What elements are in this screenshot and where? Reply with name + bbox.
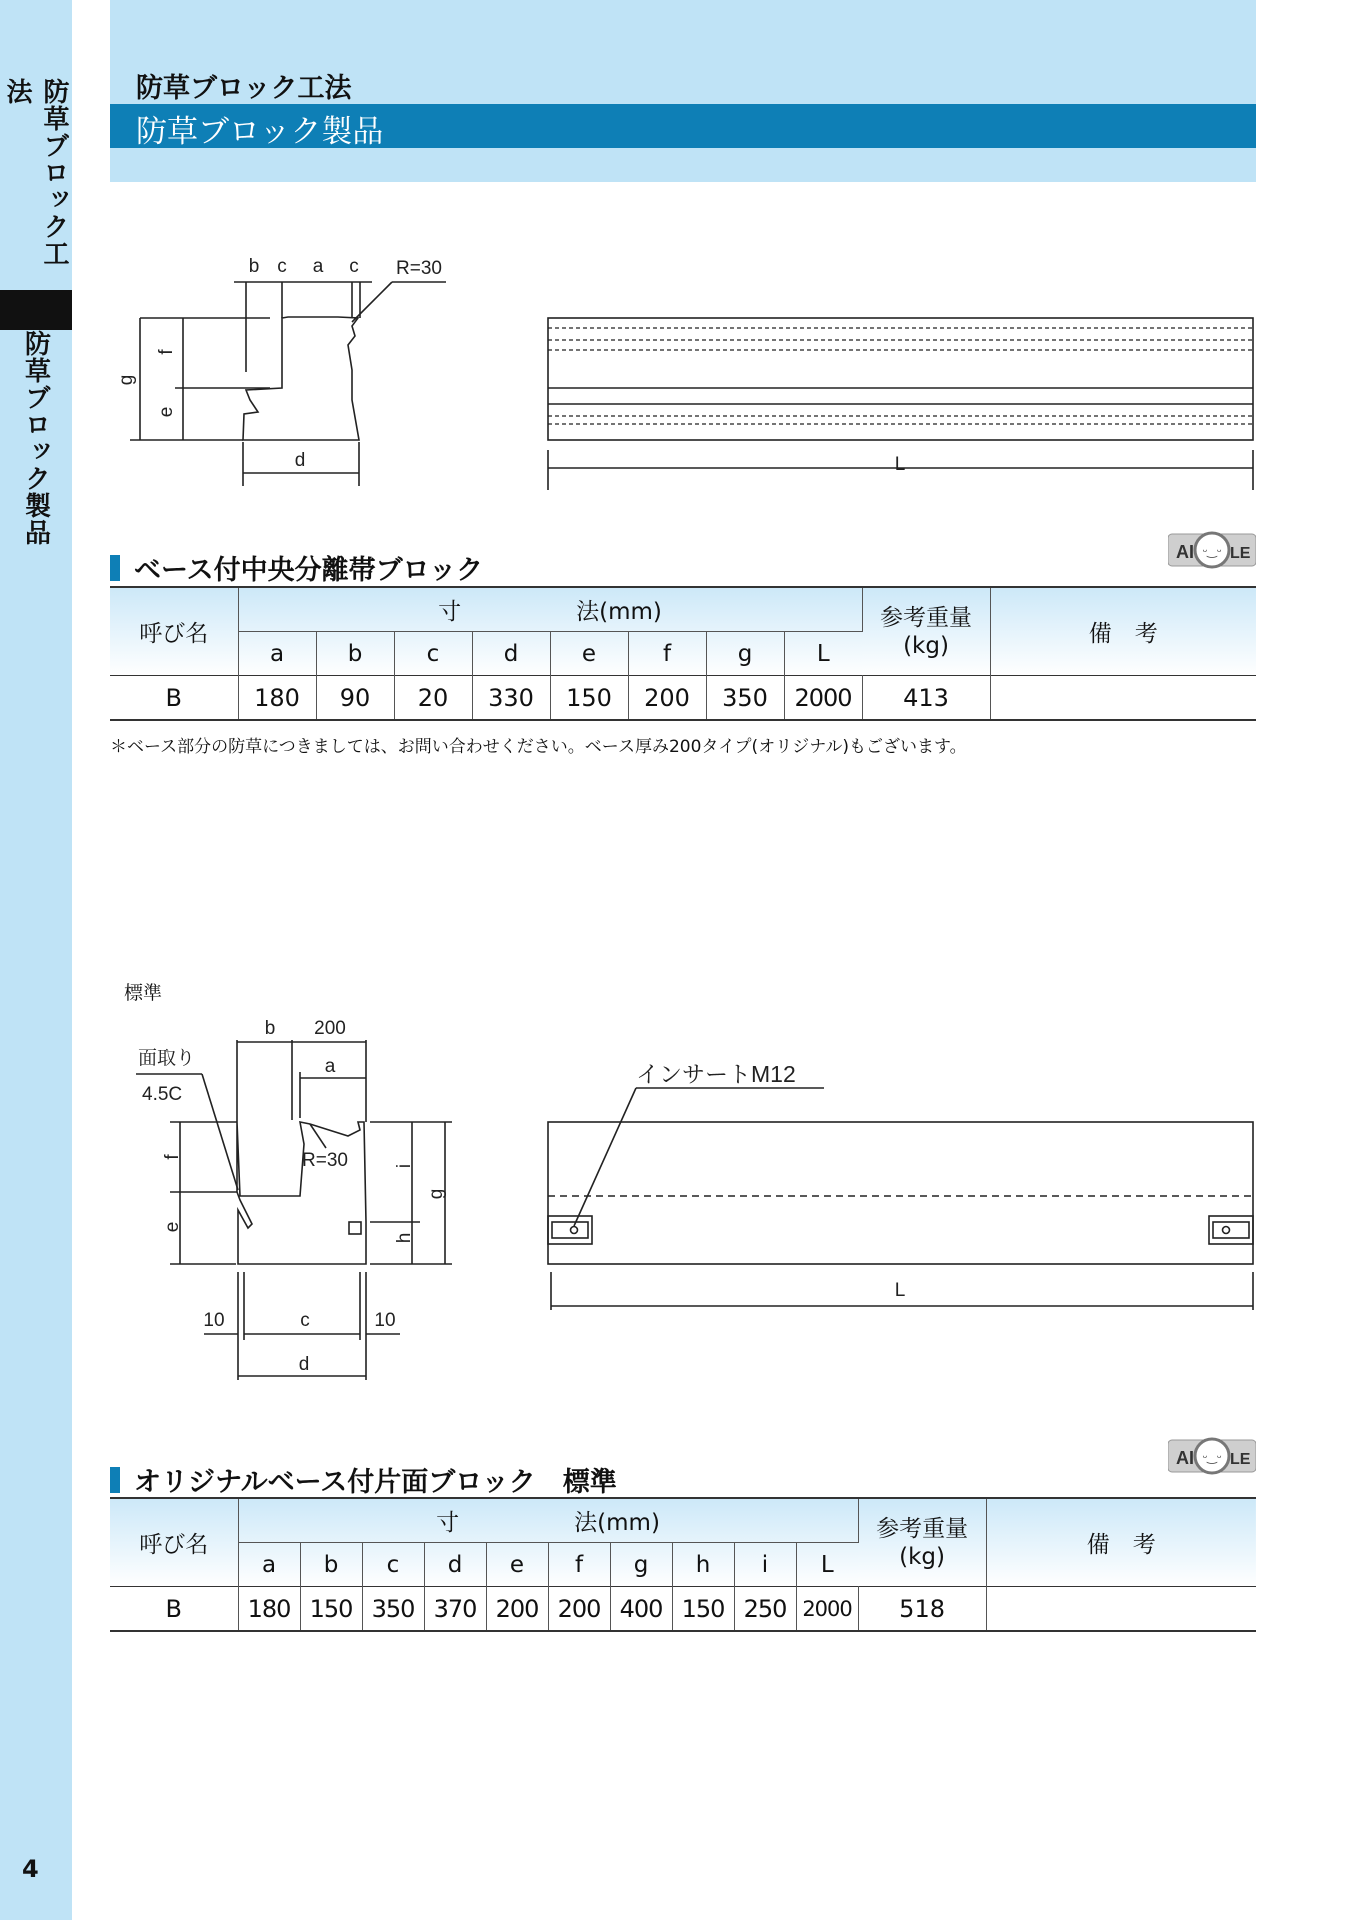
table-col-a: a: [238, 632, 316, 676]
cell-name: B: [110, 1587, 238, 1632]
dim-label-L: L: [894, 454, 906, 475]
cell-g: 400: [610, 1587, 672, 1632]
chamfer-size-label: 4.5C: [142, 1084, 183, 1105]
cell-a: 180: [238, 1587, 300, 1632]
table-col-d: d: [472, 632, 550, 676]
dim-label-e: e: [156, 406, 177, 418]
cross-section-outline: [243, 317, 359, 440]
dim-label-a: a: [312, 256, 324, 277]
dim-label-f: f: [156, 349, 177, 355]
cell-weight: 413: [862, 676, 990, 721]
spec-table-median: [110, 586, 1256, 721]
cell-L: 2000: [784, 676, 862, 721]
svg-text:LE: LE: [1230, 545, 1251, 562]
cell-e: 200: [486, 1587, 548, 1632]
dim-label-c: c: [277, 256, 287, 277]
cell-remarks: [986, 1587, 1256, 1632]
section-title-median: ベース付中央分離帯ブロック: [110, 548, 483, 587]
cell-f: 200: [548, 1587, 610, 1632]
insert-slot-right: [1209, 1216, 1253, 1244]
svg-text:AI: AI: [1176, 1448, 1194, 1468]
table-col-e: e: [486, 1543, 548, 1587]
table-header-weight: 参考重量 (kg): [862, 587, 990, 676]
sidebar-tab-divider: [0, 290, 72, 330]
table-col-L: L: [816, 640, 830, 667]
dim2-label-10b: 10: [374, 1310, 396, 1331]
cell-weight: 518: [858, 1587, 986, 1632]
cell-b: 150: [300, 1587, 362, 1632]
table-col-L: L: [820, 1551, 834, 1578]
table-header-weight: 参考重量 (kg): [858, 1498, 986, 1587]
cell-h: 150: [672, 1587, 734, 1632]
dim2-label-L: L: [894, 1280, 906, 1301]
table-header-name: 呼び名: [110, 587, 238, 676]
table-header-dimensions: 寸 法(mm): [238, 587, 862, 632]
table-col-i: i: [734, 1543, 796, 1587]
cell-a: 180: [238, 676, 316, 721]
table-col-b: b: [300, 1543, 362, 1587]
dim-label-c2: c: [349, 256, 359, 277]
page-number: 4: [22, 1855, 39, 1883]
svg-text:ᵕ‿ᵕ: ᵕ‿ᵕ: [1202, 1450, 1222, 1464]
table-col-c: c: [394, 632, 472, 676]
cell-f: 200: [628, 676, 706, 721]
cell-name: B: [110, 676, 238, 721]
table-col-d: d: [424, 1543, 486, 1587]
header-subtitle: 防草ブロック工法: [136, 73, 352, 104]
cross-section-outline-2: [237, 1122, 366, 1264]
dim2-label-g: g: [426, 1188, 447, 1200]
table-col-e: e: [550, 632, 628, 676]
dim2-label-i: i: [394, 1163, 415, 1169]
drawing-median-block: [110, 240, 1256, 500]
cell-c: 20: [394, 676, 472, 721]
cell-b: 90: [316, 676, 394, 721]
page-title: 防草ブロック製品: [136, 114, 384, 150]
table-header-remarks: 備 考: [986, 1498, 1256, 1587]
cell-i: 250: [734, 1587, 796, 1632]
dim2-label-f: f: [162, 1154, 183, 1160]
svg-text:ᵕ‿ᵕ: ᵕ‿ᵕ: [1202, 544, 1222, 558]
drawing-one-side-block: [110, 1010, 1256, 1390]
dim2-label-200: 200: [314, 1018, 346, 1039]
cell-e: 150: [550, 676, 628, 721]
table-row: [110, 1587, 1256, 1632]
table-header-remarks: 備 考: [990, 587, 1256, 676]
dim2-label-b: b: [264, 1018, 276, 1039]
cell-remarks: [990, 676, 1256, 721]
cell-c: 350: [362, 1587, 424, 1632]
side-view-outline: [548, 318, 1253, 440]
dim2-label-c: c: [300, 1310, 310, 1331]
spec-table-one-side: [110, 1497, 1256, 1632]
table-col-c: c: [362, 1543, 424, 1587]
dim-label-d: d: [294, 450, 306, 471]
dim-label-g: g: [116, 374, 137, 386]
table-col-b: b: [316, 632, 394, 676]
chamfer-label: 面取り: [138, 1048, 196, 1069]
dim2-label-h: h: [394, 1232, 415, 1244]
table-col-h: h: [672, 1543, 734, 1587]
table-col-g: g: [706, 632, 784, 676]
dim2-label-d: d: [298, 1354, 310, 1375]
dim2-label-e: e: [162, 1221, 183, 1233]
standard-label: 標準: [124, 982, 163, 1004]
dim2-label-10a: 10: [203, 1310, 225, 1331]
cell-d: 370: [424, 1587, 486, 1632]
insert-label: インサートM12: [636, 1061, 796, 1087]
table-col-g: g: [610, 1543, 672, 1587]
table-col-f: f: [548, 1543, 610, 1587]
cell-g: 350: [706, 676, 784, 721]
dim2-label-a: a: [324, 1056, 336, 1077]
dim-label-b: b: [248, 256, 260, 277]
side-view-outline-2: [548, 1122, 1253, 1264]
dim-label-r: R=30: [396, 258, 442, 279]
section-mark: [110, 555, 120, 581]
aicle-logo: [1168, 528, 1256, 572]
footnote: ＊ベース部分の防草につきましては、お問い合わせください。ベース厚み200タイプ(オリジナル)もございます。: [110, 737, 967, 757]
section-mark: [110, 1467, 120, 1493]
table-row: [110, 676, 1256, 721]
cell-L: 2000: [796, 1587, 858, 1632]
svg-text:AI: AI: [1176, 542, 1194, 562]
svg-text:LE: LE: [1230, 1451, 1251, 1468]
sidebar: [0, 0, 72, 1920]
aicle-logo: [1168, 1434, 1256, 1478]
dim2-label-r: R=30: [302, 1150, 348, 1171]
table-header-name: 呼び名: [110, 1498, 238, 1587]
table-col-a: a: [238, 1543, 300, 1587]
sidebar-tab-method[interactable]: 防草ブロック工法: [2, 78, 69, 267]
section-title-one-side: オリジナルベース付片面ブロック 標準: [110, 1460, 617, 1499]
table-header-dimensions: 寸 法(mm): [238, 1498, 858, 1543]
cell-d: 330: [472, 676, 550, 721]
table-col-f: f: [628, 632, 706, 676]
sidebar-tab-products[interactable]: 防草ブロック製品: [20, 330, 51, 546]
